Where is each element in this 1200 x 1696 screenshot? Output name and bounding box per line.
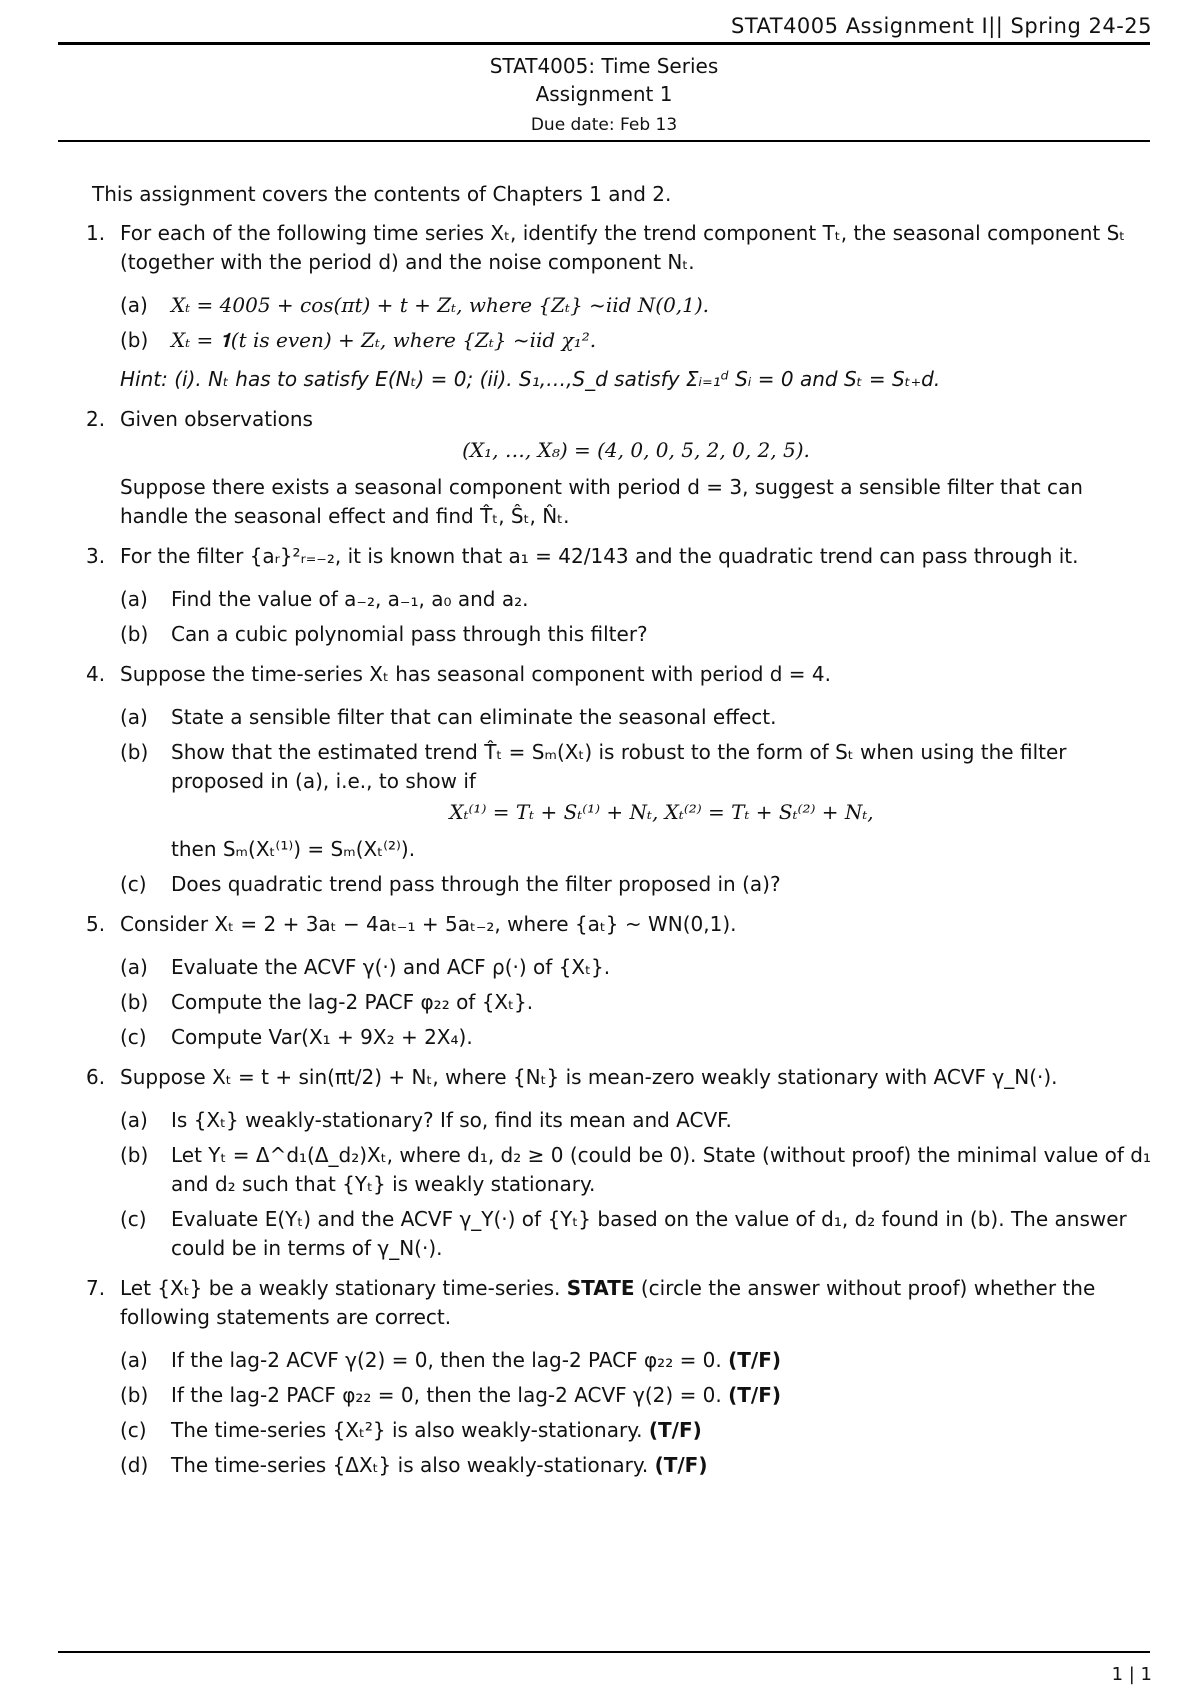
subquestion: [120, 1346, 1152, 1375]
title-block: [58, 52, 1150, 140]
true-false-choice: (T/F): [728, 1383, 782, 1407]
subquestion: [120, 1451, 1152, 1480]
subquestion-label: (c): [120, 872, 147, 896]
subquestion-text: Find the value of a₋₂, a₋₁, a₀ and a₂.: [171, 587, 529, 611]
subquestion: [120, 1023, 1152, 1052]
subquestion: [120, 1106, 1152, 1135]
subquestion: [120, 1416, 1152, 1445]
subquestion: [120, 738, 1152, 864]
question-number: 2.: [86, 407, 106, 431]
title-rule: [58, 140, 1150, 142]
intro-text: This assignment covers the contents of Chapters 1 and 2.: [92, 182, 672, 206]
subquestion-label: (d): [120, 1453, 149, 1477]
state-keyword: STATE: [566, 1276, 635, 1300]
subquestion-text: Xₜ = 4005 + cos(πt) + t + Zₜ, where {Zₜ} ~iid N(0,1).: [171, 293, 710, 317]
subquestion: [120, 1205, 1152, 1263]
hint-text: Hint: (i). Nₜ has to satisfy E(Nₜ) = 0; (ii). S₁,…,S_d satisfy Σᵢ₌₁ᵈ Sᵢ = 0 and Sₜ = Sₜ₊d.: [120, 367, 941, 391]
true-false-choice: (T/F): [648, 1418, 702, 1442]
question-number: 4.: [86, 662, 106, 686]
subquestion-label: (a): [120, 1108, 148, 1132]
question-2: [86, 405, 1152, 531]
question-number: 7.: [86, 1276, 106, 1300]
display-equation: (X₁, …, X₈) = (4, 0, 0, 5, 2, 0, 2, 5).: [462, 438, 810, 462]
question-text: Consider Xₜ = 2 + 3aₜ − 4aₜ₋₁ + 5aₜ₋₂, where {aₜ} ~ WN(0,1).: [120, 912, 737, 936]
course-title: STAT4005: Time Series: [489, 54, 719, 78]
question-number: 6.: [86, 1065, 106, 1089]
subquestion: [120, 326, 1152, 355]
subquestion-label: (a): [120, 293, 148, 317]
running-head: STAT4005 Assignment I|| Spring 24-25: [730, 14, 1152, 38]
subquestion-text: Can a cubic polynomial pass through this filter?: [171, 622, 648, 646]
true-false-choice: (T/F): [654, 1453, 708, 1477]
subquestion-text: then Sₘ(Xₜ⁽¹⁾) = Sₘ(Xₜ⁽²⁾).: [171, 837, 416, 861]
subquestion: [120, 870, 1152, 899]
subquestion-text: Compute Var(X₁ + 9X₂ + 2X₄).: [171, 1025, 473, 1049]
question-4: [86, 660, 1152, 899]
display-equation: Xₜ⁽¹⁾ = Tₜ + Sₜ⁽¹⁾ + Nₜ, Xₜ⁽²⁾ = Tₜ + Sₜ⁽²⁾ + Nₜ,: [449, 800, 874, 824]
subquestion-label: (a): [120, 587, 148, 611]
subquestion-label: (a): [120, 955, 148, 979]
subquestion: [120, 291, 1152, 320]
subquestion-text: Evaluate E(Yₜ) and the ACVF γ_Y(·) of {Yₜ} based on the value of d₁, d₂ found in (b). The answer could be in terms of γ_N(·).: [171, 1207, 1127, 1260]
subquestion: [120, 620, 1152, 649]
subquestion: [120, 953, 1152, 982]
subquestion-text: Show that the estimated trend T̂ₜ = Sₘ(Xₜ) is robust to the form of Sₜ when using the filter proposed in (a), i.e., to show if: [171, 740, 1067, 793]
subquestion-text: Compute the lag-2 PACF φ₂₂ of {Xₜ}.: [171, 990, 534, 1014]
question-text: Suppose the time-series Xₜ has seasonal component with period d = 4.: [120, 662, 832, 686]
subquestion-label: (b): [120, 990, 149, 1014]
subquestion-label: (c): [120, 1418, 147, 1442]
question-text-part: Let {Xₜ} be a weakly stationary time-series.: [120, 1276, 567, 1300]
question-5: [86, 910, 1152, 1052]
due-date: Due date: Feb 13: [530, 115, 678, 135]
subquestion: [120, 585, 1152, 614]
subquestion-label: (a): [120, 1348, 148, 1372]
question-text: Given observations: [120, 407, 313, 431]
question-number: 1.: [86, 221, 106, 245]
assignment-title: Assignment 1: [535, 82, 673, 106]
subquestion-text: Evaluate the ACVF γ(·) and ACF ρ(·) of {Xₜ}.: [171, 955, 611, 979]
subquestion-text: Is {Xₜ} weakly-stationary? If so, find its mean and ACVF.: [171, 1108, 732, 1132]
subquestion-text: State a sensible filter that can eliminate the seasonal effect.: [171, 705, 777, 729]
subquestion-text: Xₜ = 𝟏(t is even) + Zₜ, where {Zₜ} ~iid χ₁².: [171, 328, 597, 352]
question-text: Suppose Xₜ = t + sin(πt/2) + Nₜ, where {Nₜ} is mean-zero weakly stationary with ACVF γ_N(·).: [120, 1065, 1058, 1089]
subquestion: [120, 703, 1152, 732]
footer-rule: [58, 1651, 1150, 1653]
subquestion-label: (a): [120, 705, 148, 729]
question-text: For each of the following time series Xₜ, identify the trend component Tₜ, the seasonal component Sₜ (together with the period d) and the noise component Nₜ.: [120, 221, 1126, 274]
question-1: [86, 219, 1152, 394]
subquestion-label: (c): [120, 1025, 147, 1049]
top-rule: [58, 42, 1150, 45]
question-text-part: (circle the answer without proof) whether the following statements are correct.: [120, 1276, 1096, 1329]
question-number: 3.: [86, 544, 106, 568]
subquestion: [120, 1141, 1152, 1199]
assignment-body: [86, 180, 1152, 1491]
subquestion-label: (b): [120, 1383, 149, 1407]
question-text: [120, 1274, 1152, 1332]
question-7: [86, 1274, 1152, 1480]
question-number: 5.: [86, 912, 106, 936]
subquestion-text: If the lag-2 ACVF γ(2) = 0, then the lag-2 PACF φ₂₂ = 0.: [171, 1348, 729, 1372]
subquestion-text: Does quadratic trend pass through the filter proposed in (a)?: [171, 872, 781, 896]
subquestion: [120, 1381, 1152, 1410]
subquestion-label: (b): [120, 622, 149, 646]
true-false-choice: (T/F): [728, 1348, 782, 1372]
subquestion-text: If the lag-2 PACF φ₂₂ = 0, then the lag-2 ACVF γ(2) = 0.: [171, 1383, 729, 1407]
subquestion-text: The time-series {ΔXₜ} is also weakly-stationary.: [171, 1453, 655, 1477]
subquestion: [120, 988, 1152, 1017]
question-text: For the filter {aᵣ}²ᵣ₌₋₂, it is known that a₁ = 42/143 and the quadratic trend can pass through it.: [120, 544, 1079, 568]
subquestion-text: The time-series {Xₜ²} is also weakly-stationary.: [171, 1418, 649, 1442]
subquestion-label: (c): [120, 1207, 147, 1231]
question-text: Suppose there exists a seasonal component with period d = 3, suggest a sensible filter that can handle the seasonal effect and find T̂ₜ, Ŝₜ, N̂ₜ.: [120, 475, 1083, 528]
subquestion-label: (b): [120, 1143, 149, 1167]
subquestion-label: (b): [120, 328, 149, 352]
subquestion-text: Let Yₜ = Δ^d₁(Δ_d₂)Xₜ, where d₁, d₂ ≥ 0 (could be 0). State (without proof) the minimal value of d₁ and d₂ such that {Yₜ} is weakly stationary.: [171, 1143, 1151, 1196]
question-3: [86, 542, 1152, 649]
subquestion-label: (b): [120, 740, 149, 764]
page-number: 1 | 1: [1111, 1664, 1152, 1685]
question-6: [86, 1063, 1152, 1263]
